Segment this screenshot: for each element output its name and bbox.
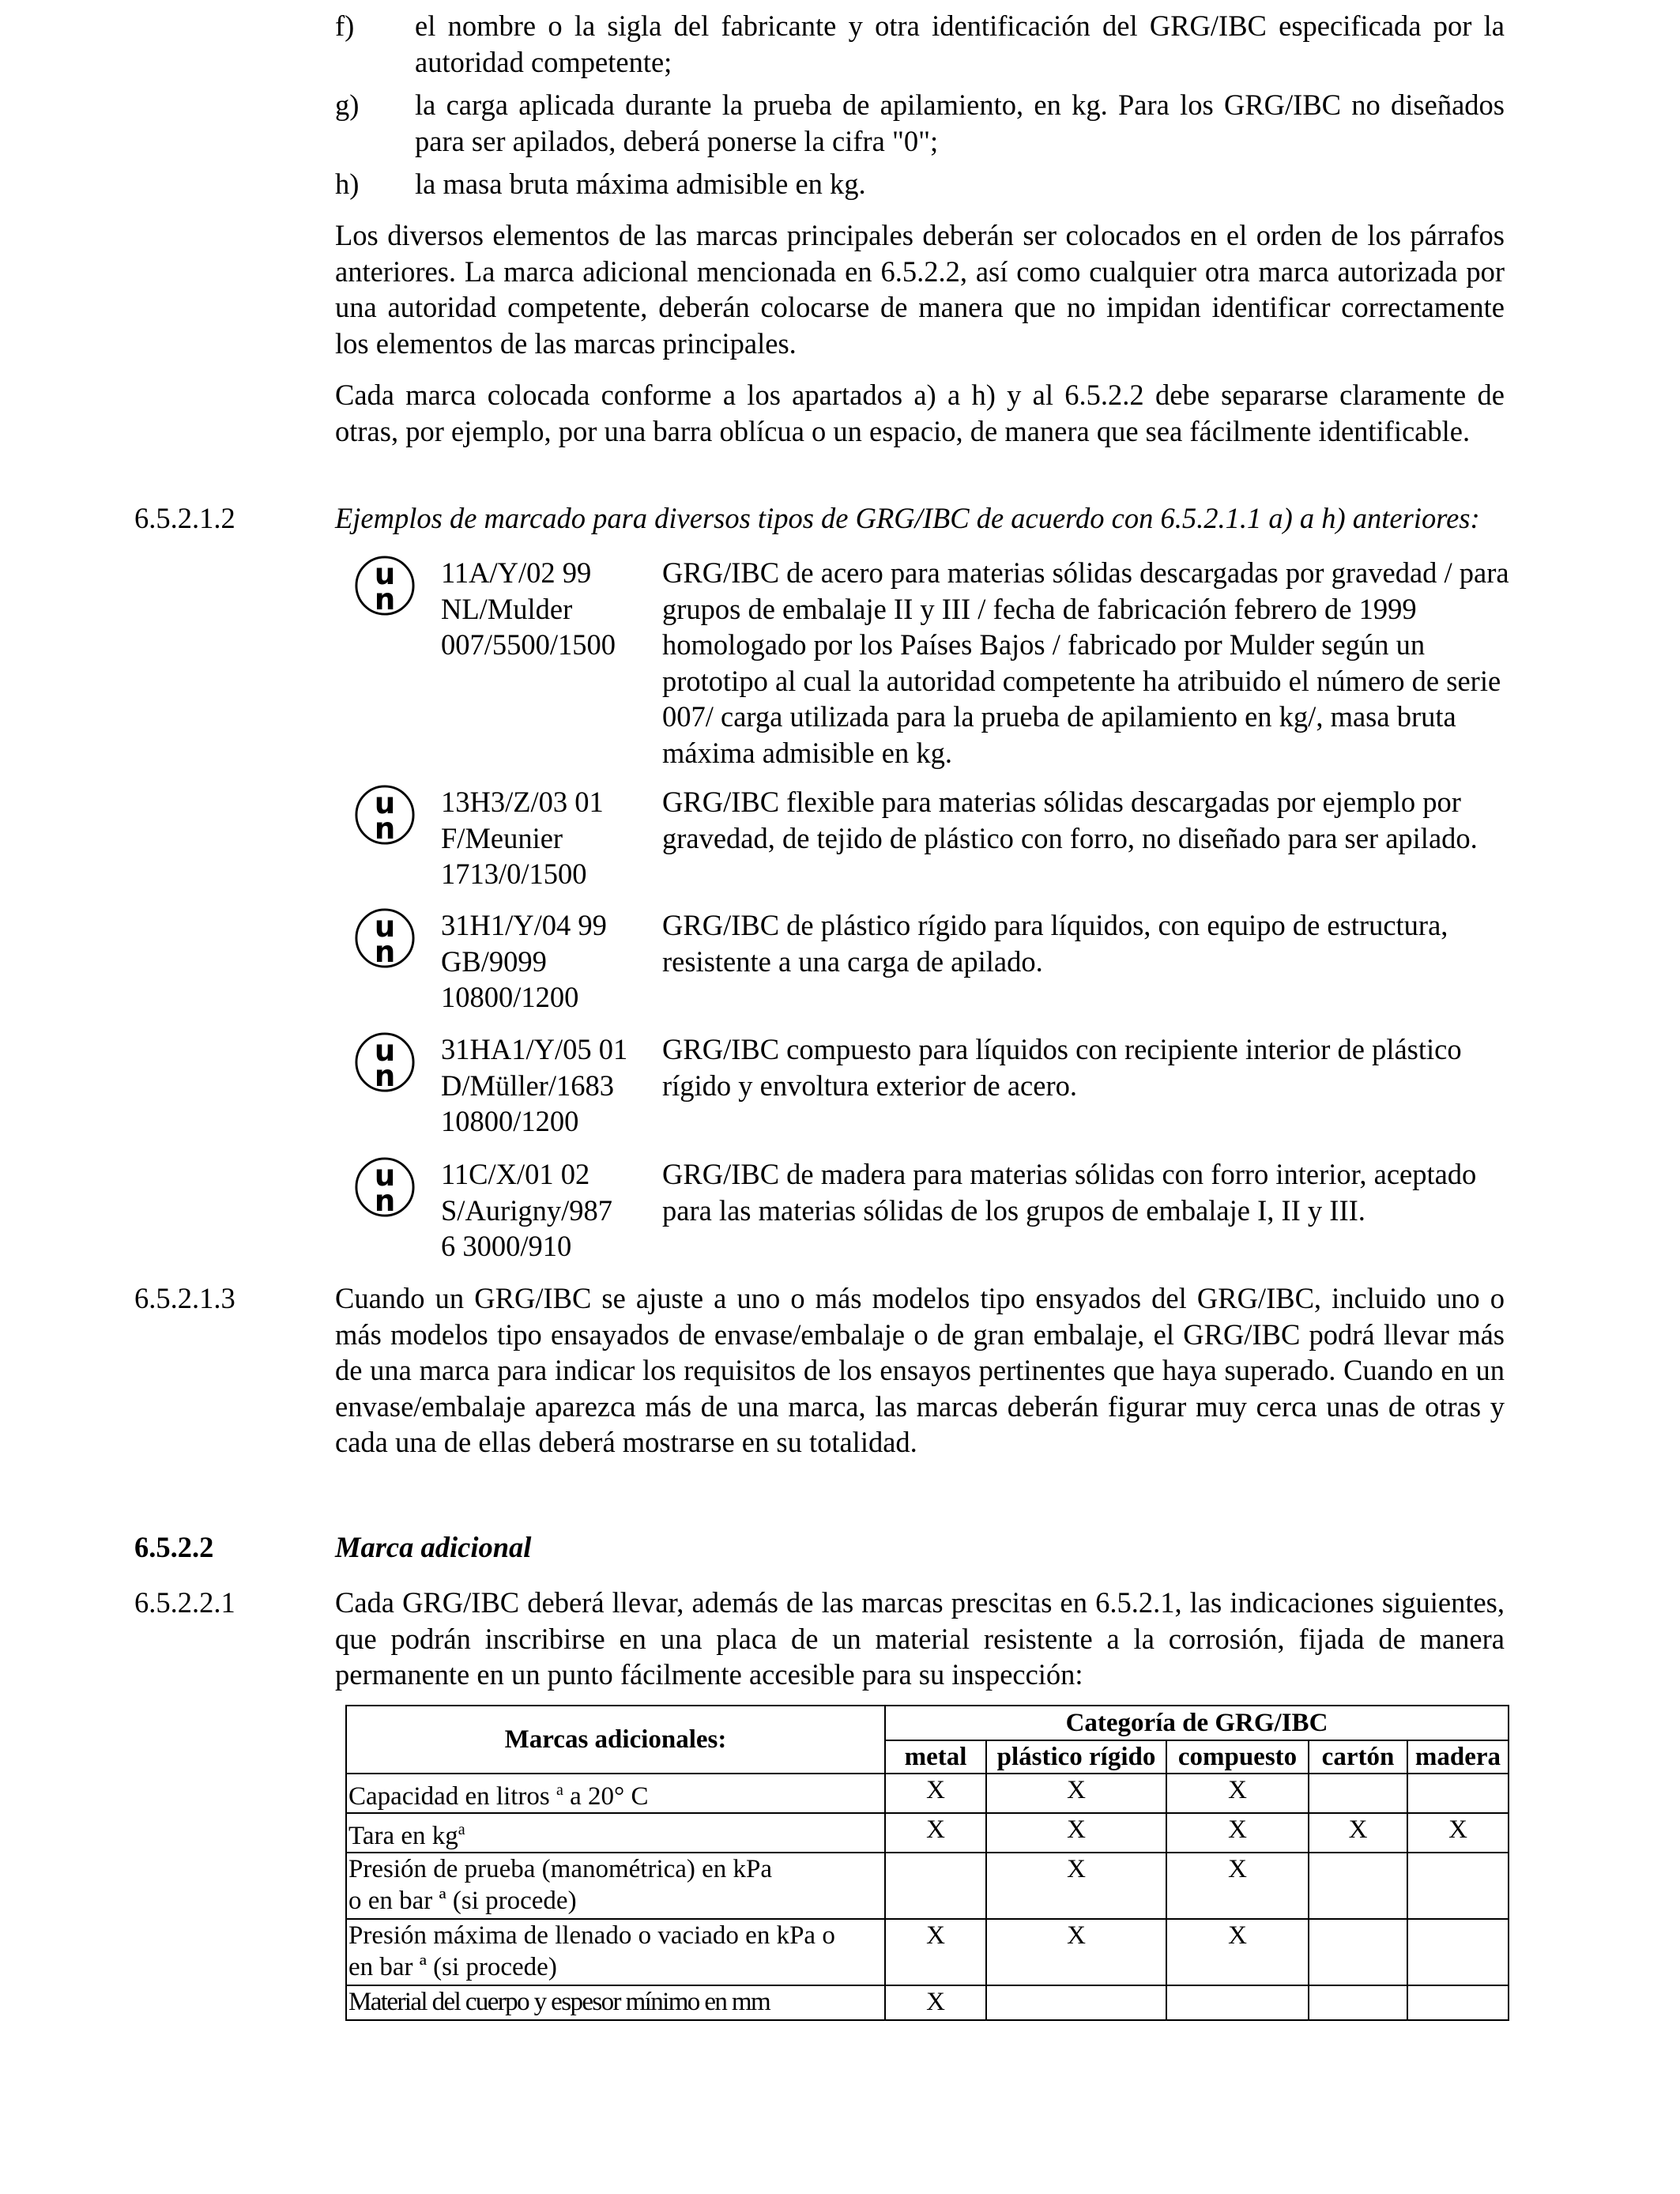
table-header-metal: metal [885, 1740, 986, 1774]
marking-example [354, 1031, 1508, 1158]
list-item-g [335, 87, 1505, 159]
example-code: 11A/Y/02 99 NL/Mulder 007/5500/1500 [441, 556, 616, 661]
un-logo-icon [354, 1031, 416, 1093]
table-cell: X [885, 1985, 986, 2020]
table-cell [1407, 1853, 1509, 1919]
table-header-wood: madera [1407, 1740, 1509, 1774]
table-cell: X [986, 1813, 1166, 1853]
table-cell [1407, 1985, 1509, 2020]
list-item-text: el nombre o la sigla del fabricante y otra identificación del GRG/IBC especificada por la autoridad competente; [415, 9, 1505, 78]
table-cell [1309, 1985, 1407, 2020]
example-code: 13H3/Z/03 01 F/Meunier 1713/0/1500 [441, 786, 604, 890]
example-description: GRG/IBC flexible para materias sólidas descargadas por ejemplo por gravedad, de tejido de plástico con forro, no diseñado para ser apilado. [662, 786, 1478, 854]
table-cell [1309, 1774, 1407, 1813]
example-description: GRG/IBC de madera para materias sólidas con forro interior, aceptado para las materias sólidas de los grupos de embalaje I, II y III. [662, 1158, 1477, 1227]
row-label: Presión máxima de llenado o vaciado en kPa o en bar ª (si procede) [346, 1919, 885, 1985]
table-cell: X [1166, 1853, 1309, 1919]
table-cell: X [885, 1813, 986, 1853]
list-item-h [335, 166, 1505, 202]
table-header-category: Categoría de GRG/IBC [885, 1706, 1509, 1740]
un-logo-icon [354, 907, 416, 969]
marking-example [354, 907, 1508, 1034]
un-logo-u: u [374, 910, 396, 944]
un-logo-n: n [374, 1184, 396, 1218]
un-logo-n: n [374, 935, 396, 969]
list-item-label: f) [335, 9, 355, 42]
list-item-label: g) [335, 89, 360, 121]
table-cell: X [1166, 1774, 1309, 1813]
section-number: 6.5.2.2.1 [134, 1586, 235, 1619]
table-cell: X [986, 1853, 1166, 1919]
example-code: 11C/X/01 02 S/Aurigny/987 6 3000/910 [441, 1158, 612, 1262]
section-text: Cada GRG/IBC deberá llevar, además de las marcas prescitas en 6.5.2.1, las indicaciones siguientes, que podrán inscribirse en una placa de un material resistente a la corrosión, fijada de manera permanente en un punto fácilmente accesible para su inspección: [335, 1586, 1505, 1691]
table-cell [1309, 1853, 1407, 1919]
marking-example [354, 555, 1509, 769]
list-item-f [335, 8, 1505, 80]
table-cell: X [986, 1774, 1166, 1813]
example-description: GRG/IBC de acero para materias sólidas descargadas por gravedad / para grupos de embalaje II y III / fecha de fabricación febrero de 1999 homologado por los Países Bajos / fabricado por Mulder según un prototipo al cual la autoridad competente ha atribuido el número de serie 007/ carga utilizada para la prueba de apilamiento en kg/, masa bruta máxima admisible en kg. [662, 556, 1509, 769]
table-cell: X [1166, 1813, 1309, 1853]
section-number: 6.5.2.1.2 [134, 502, 235, 534]
section-number: 6.5.2.1.3 [134, 1282, 235, 1314]
table-row [346, 1774, 1509, 1813]
table-cell: X [1166, 1919, 1309, 1985]
un-logo-icon [354, 1156, 416, 1218]
section-number: 6.5.2.2 [134, 1531, 214, 1563]
list-item-text: la carga aplicada durante la prueba de apilamiento, en kg. Para los GRG/IBC no diseñados para ser apilados, deberá ponerse la cifra "0"; [415, 89, 1505, 157]
table-row [346, 1853, 1509, 1919]
table-cell [1166, 1985, 1309, 2020]
table-cell [1407, 1919, 1509, 1985]
table-header-cardboard: cartón [1309, 1740, 1407, 1774]
table-header-marks: Marcas adicionales: [346, 1706, 885, 1774]
table-cell: X [986, 1919, 1166, 1985]
marking-example [354, 784, 1508, 910]
marking-example [354, 1156, 1508, 1283]
un-logo-icon [354, 555, 416, 616]
table-row [346, 1985, 1509, 2020]
section-heading: Ejemplos de marcado para diversos tipos de GRG/IBC de acuerdo con 6.5.2.1.1 a) a h) anteriores: [335, 502, 1480, 534]
example-code: 31H1/Y/04 99 GB/9099 10800/1200 [441, 909, 607, 1013]
un-logo-u: u [374, 557, 396, 592]
row-label: Material del cuerpo y espesor mínimo en mm [346, 1985, 885, 2020]
un-logo-icon [354, 784, 416, 846]
row-label: Tara en $kg^a$ [346, 1813, 885, 1853]
table-cell: X [885, 1774, 986, 1813]
row-label: Presión de prueba (manométrica) en kPa o en bar ª (si procede) [346, 1853, 885, 1919]
table-header-composite: compuesto [1166, 1740, 1309, 1774]
example-description: GRG/IBC compuesto para líquidos con recipiente interior de plástico rígido y envoltura exterior de acero. [662, 1033, 1462, 1102]
paragraph-mark-separation: Cada marca colocada conforme a los apartados a) a h) y al 6.5.2.2 debe separarse claramente de otras, por ejemplo, por una barra oblícua o un espacio, de manera que sea fácilmente identificable. [335, 379, 1505, 447]
table-cell: X [1407, 1813, 1509, 1853]
table-cell [1407, 1774, 1509, 1813]
table-cell [1309, 1919, 1407, 1985]
table-header-rigid-plastic: plástico rígido [986, 1740, 1166, 1774]
un-logo-n: n [374, 582, 396, 616]
un-logo-u: u [374, 786, 396, 821]
table-cell [986, 1985, 1166, 2020]
section-heading: Marca adicional [335, 1531, 532, 1563]
table-cell [885, 1853, 986, 1919]
table-cell: X [1309, 1813, 1407, 1853]
table-row [346, 1813, 1509, 1853]
table-cell: X [885, 1919, 986, 1985]
additional-marks-table [345, 1705, 1509, 2021]
example-code: 31HA1/Y/05 01 D/Müller/1683 10800/1200 [441, 1033, 628, 1137]
paragraph-mark-order: Los diversos elementos de las marcas principales deberán ser colocados en el orden de los párrafos anteriores. La marca adicional mencionada en 6.5.2.2, así como cualquier otra marca autorizada por una autoridad competente, deberán colocarse de manera que no impidan identificar correctamente los elementos de las marcas principales. [335, 219, 1505, 360]
example-description: GRG/IBC de plástico rígido para líquidos, con equipo de estructura, resistente a una carga de apilado. [662, 909, 1448, 978]
list-item-label: h) [335, 168, 360, 200]
list-item-text: la masa bruta máxima admisible en kg. [415, 168, 866, 200]
un-logo-u: u [374, 1034, 396, 1069]
un-logo-u: u [374, 1159, 396, 1193]
section-text: Cuando un GRG/IBC se ajuste a uno o más modelos tipo ensyados del GRG/IBC, incluido uno o más modelos tipo ensayados de envase/embalaje o de gran embalaje, el GRG/IBC podrá llevar más de una marca para indicar los requisitos de los ensayos pertinentes que haya superado. Cuando en un envase/embalaje aparezca más de una marca, las marcas deberán figurar muy cerca unas de otras y cada una de ellas deberá mostrarse en su totalidad. [335, 1282, 1505, 1458]
table-row [346, 1919, 1509, 1985]
row-label: Capacidad en litros $^a$ a 20° C [346, 1774, 885, 1813]
un-logo-n: n [374, 1059, 396, 1093]
un-logo-n: n [374, 812, 396, 846]
